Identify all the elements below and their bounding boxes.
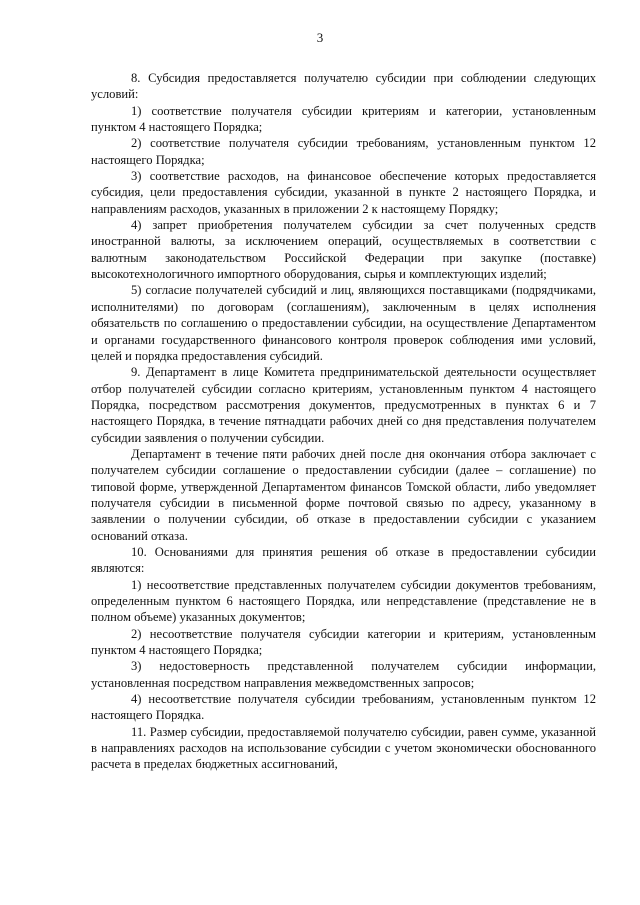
paragraph-9: 9. Департамент в лице Комитета предпринимательской деятельности осуществляет отбор получателей субсидии согласно критериям, установленным пунктом 4 настоящего Порядка, посредством рассмотрения документов, предусмотренных в пунктах 6 и 7 настоящего Порядка, в течение пятнадцати рабочих дней со дня представления получателем субсидии заявления о получении субсидии. — [91, 365, 596, 445]
document-body — [91, 70, 596, 773]
paragraph-8: 8. Субсидия предоставляется получателю субсидии при соблюдении следующих условий: — [91, 71, 596, 102]
paragraph-10-item-2: 2) несоответствие получателя субсидии категории и критериям, установленным пунктом 4 настоящего Порядка; — [91, 626, 596, 658]
page-number: 3 — [316, 30, 324, 45]
paragraph-8-item-5: 5) согласие получателей субсидий и лиц, являющихся поставщиками (подрядчиками, исполнителями) по договорам (соглашениям), заключенным в целях исполнения обязательств по соглашению о предоставлении субсидии, на осуществление Департаментом и органами государственного финансового контроля проверок соблюдения ими условий, целей и порядка предоставления субсидий. — [91, 283, 596, 363]
paragraph-8-item-2: 2) соответствие получателя субсидии требованиям, установленным пунктом 12 настоящего Порядка; — [91, 136, 596, 167]
paragraph-8-item-4: 4) запрет приобретения получателем субсидии за счет полученных средств иностранной валюты, за исключением операций, осуществляемых в соответствии с валютным законодательством Российской Федерации при закупке (поставке) высокотехнологичного импортного оборудования, сырья и комплектующих изделий; — [91, 218, 596, 282]
paragraph-10: 10. Основаниями для принятия решения об отказе в предоставлении субсидии являются: — [91, 544, 596, 576]
paragraph-10-item-4: 4) несоответствие получателя субсидии требованиям, установленным пунктом 12 настоящего Порядка. — [91, 692, 596, 723]
paragraph-10-item-1: 1) несоответствие представленных получателем субсидии документов требованиям, определенным пунктом 6 настоящего Порядка, или непредставление (представление не в полном объеме) указанных документов; — [91, 577, 596, 625]
paragraph-11: 11. Размер субсидии, предоставляемой получателю субсидии, равен сумме, указанной в направлениях расходов на использование субсидии с учетом экономически обоснованного расчета в пределах бюджетных ассигнований, — [91, 724, 596, 772]
paragraph-8-item-1: 1) соответствие получателя субсидии критериям и категории, установленным пунктом 4 настоящего Порядка; — [91, 103, 596, 135]
paragraph-10-item-3: 3) недостоверность представленной получателем субсидии информации, установленная посредством направления межведомственных запросов; — [91, 659, 596, 690]
paragraph-9-continued: Департамент в течение пяти рабочих дней после дня окончания отбора заключает с получателем субсидии соглашение о предоставлении субсидии (далее – соглашение) по типовой форме, утвержденной Департаментом финансов Томской области, либо уведомляет получателя субсидии в письменной форме почтовой связью по адресу, указанному в заявлении о получении субсидии, об отказе в предоставлении субсидии с указанием оснований отказа. — [91, 446, 596, 543]
paragraph-8-item-3: 3) соответствие расходов, на финансовое обеспечение которых предоставляется субсидия, цели предоставления субсидии, указанной в пункте 2 настоящего Порядка, и направлениям расходов, указанных в приложении 2 к настоящему Порядку; — [91, 169, 596, 216]
